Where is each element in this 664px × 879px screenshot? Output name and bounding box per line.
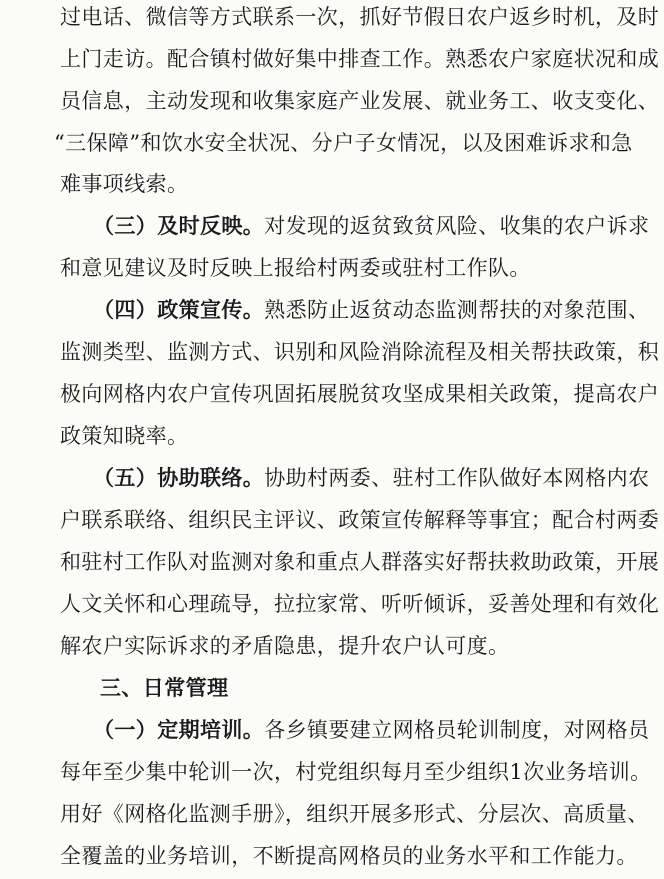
text-line: 员信息，主动发现和收集家庭产业发展、就业务工、收支变化、 — [60, 89, 660, 113]
text-line: 和意见建议及时反映上报给村两委或驻村工作队。 — [60, 256, 531, 280]
text-line: 政策知晓率。 — [60, 424, 189, 448]
section-title: （三）及时反映。 — [93, 213, 265, 238]
text-line: 难事项线索。 — [60, 172, 189, 196]
paragraph-first-line — [93, 463, 649, 493]
text-line: 人文关怀和心理疏导，拉拉家常、听听倾诉，妥善处理和有效化 — [60, 592, 660, 616]
text-line: 解农户实际诉求的矛盾隐患，提升农户认可度。 — [60, 634, 510, 658]
text-run: 各乡镇要建立网格员轮训制度，对网格员 — [264, 718, 650, 742]
text-line: “三保障”和饮水安全状况、分户子女情况，以及困难诉求和急 — [54, 131, 633, 155]
text-line: 户联系联络、组织民主评议、政策宣传解释等事宜；配合村两委 — [60, 508, 660, 532]
text-run: 对发现的返贫致贫风险、收集的农户诉求 — [264, 214, 650, 238]
text-line: 全覆盖的业务培训，不断提高网格员的业务水平和工作能力。 — [60, 844, 638, 868]
section-title: （一）定期培训。 — [93, 717, 265, 742]
paragraph-first-line — [93, 211, 649, 241]
text-line: 用好《网格化监测手册》，组织开展多形式、分层次、高质量、 — [60, 802, 649, 826]
text-line: 和驻村工作队对监测对象和重点人群落实好帮扶救助政策，开展 — [60, 550, 660, 574]
text-run: 熟悉防止返贫动态监测帮扶的对象范围、 — [264, 298, 650, 322]
section-title: （五）协助联络。 — [93, 465, 265, 490]
paragraph-first-line — [93, 295, 649, 325]
section-title: （四）政策宣传。 — [93, 297, 265, 322]
text-line: 上门走访。配合镇村做好集中排查工作。熟悉农户家庭状况和成 — [60, 47, 660, 71]
paragraph-first-line — [93, 715, 649, 745]
text-run: 协助村两委、驻村工作队做好本网格内农 — [264, 466, 650, 490]
text-line: 每年至少集中轮训一次，村党组织每月至少组织1次业务培训。 — [60, 760, 652, 784]
text-line: 监测类型、监测方式、识别和风险消除流程及相关帮扶政策，积 — [60, 340, 660, 364]
text-line: 极向网格内农户宣传巩固拓展脱贫攻坚成果相关政策，提高农户 — [60, 382, 660, 406]
text-line: 过电话、微信等方式联系一次，抓好节假日农户返乡时机，及时 — [60, 5, 660, 29]
section-heading: 三、日常管理 — [100, 676, 229, 700]
